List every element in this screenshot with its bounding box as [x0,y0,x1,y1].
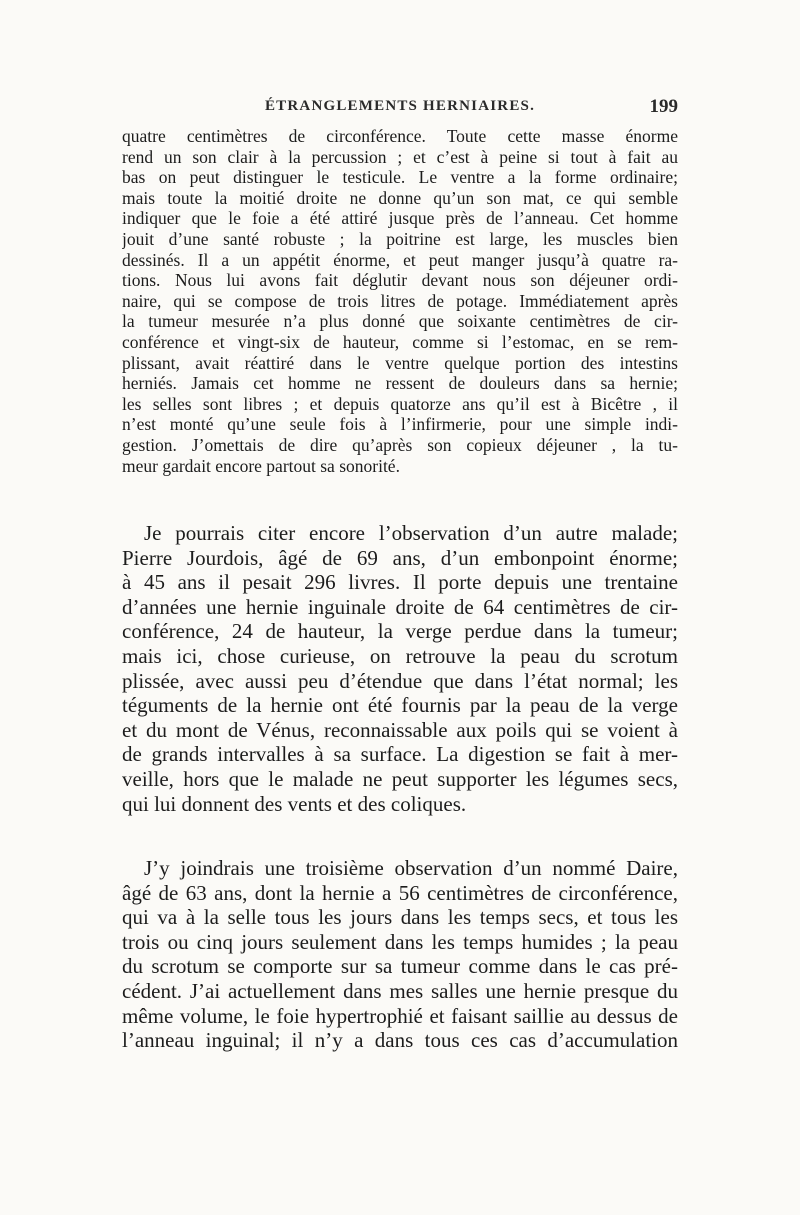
text-line: veille, hors que le malade ne peut supporter les légumes secs, [122,766,678,791]
text-line: tions. Nous lui avons fait déglutir devant nous son déjeuner ordi- [122,270,678,291]
paragraph-1 [122,126,678,476]
text-line: Je pourrais citer encore l’observation d’un autre malade; [144,521,678,545]
text-line: même volume, le foie hypertrophié et faisant saillie au dessus de [122,1003,678,1028]
text-line: les selles sont libres ; et depuis quatorze ans qu’il est à Bicêtre , il [122,393,678,414]
text-line: mais toute la moitié droite ne donne qu’un son mat, ce qui semble [122,187,678,208]
page-header [122,98,678,124]
text-line: quatre centimètres de circonférence. Toute cette masse énorme [122,126,678,146]
text-line: âgé de 63 ans, dont la hernie a 56 centimètres de circonférence, [122,880,678,905]
text-line: et du mont de Vénus, reconnaissable aux poils qui se voient à [122,717,678,742]
text-line: indiquer que le foie a été attiré jusque près de l’anneau. Cet homme [122,208,678,229]
text-line: jouit d’une santé robuste ; la poitrine est large, les muscles bien [122,228,678,249]
paragraph-2 [122,521,678,816]
text-line: naire, qui se compose de trois litres de potage. Immédiatement après [122,290,678,311]
text-line: rend un son clair à la percussion ; et c’est à peine si tout à fait au [122,146,678,167]
text-line: l’anneau inguinal; il n’y a dans tous ces cas d’accumulation [122,1028,678,1053]
text-line: cédent. J’ai actuellement dans mes salles une hernie presque du [122,978,678,1003]
text-line: dessinés. Il a un appétit énorme, et peut manger jusqu’à quatre ra- [122,249,678,270]
text-line: plissant, avait réattiré dans le ventre quelque portion des intestins [122,352,678,373]
page-number: 199 [649,96,678,117]
text-line: téguments de la hernie ont été fournis par la peau de la verge [122,693,678,718]
text-line: n’est monté qu’une seule fois à l’infirmerie, pour une simple indi- [122,414,678,435]
text-line: trois ou cinq jours seulement dans les temps humides ; la peau [122,929,678,954]
text-line: la tumeur mesurée n’a plus donné que soixante centimètres de cir- [122,311,678,332]
text-line: plissée, avec aussi peu d’étendue que dans l’état normal; les [122,668,678,693]
text-line: qui va à la selle tous les jours dans les temps secs, et tous les [122,905,678,930]
text-line: mais ici, chose curieuse, on retrouve la peau du scrotum [122,643,678,668]
text-line: de grands intervalles à sa surface. La digestion se fait à mer- [122,742,678,767]
text-line: conférence et vingt-six de hauteur, comme si l’estomac, en se rem- [122,331,678,352]
text-line: à 45 ans il pesait 296 livres. Il porte depuis une trentaine [122,570,678,595]
text-line: meur gardait encore partout sa sonorité. [122,455,400,476]
text-line: J’y joindrais une troisième observation d’un nommé Daire, [144,856,678,880]
text-line: herniés. Jamais cet homme ne ressent de douleurs dans sa hernie; [122,373,678,394]
text-line: bas on peut distinguer le testicule. Le ventre a la forme ordinaire; [122,167,678,188]
running-title: ÉTRANGLEMENTS HERNIAIRES. [264,98,536,114]
text-line: qui lui donnent des vents et des coliques. [122,791,467,816]
text-line: conférence, 24 de hauteur, la verge perdue dans la tumeur; [122,619,678,644]
text-line: Pierre Jourdois, âgé de 69 ans, d’un embonpoint énorme; [122,545,678,570]
paragraph-3 [122,856,678,1053]
text-line: d’années une hernie inguinale droite de 64 centimètres de cir- [122,594,678,619]
text-line: gestion. J’omettais de dire qu’après son copieux déjeuner , la tu- [122,434,678,455]
text-line: du scrotum se comporte sur sa tumeur comme dans le cas pré- [122,954,678,979]
